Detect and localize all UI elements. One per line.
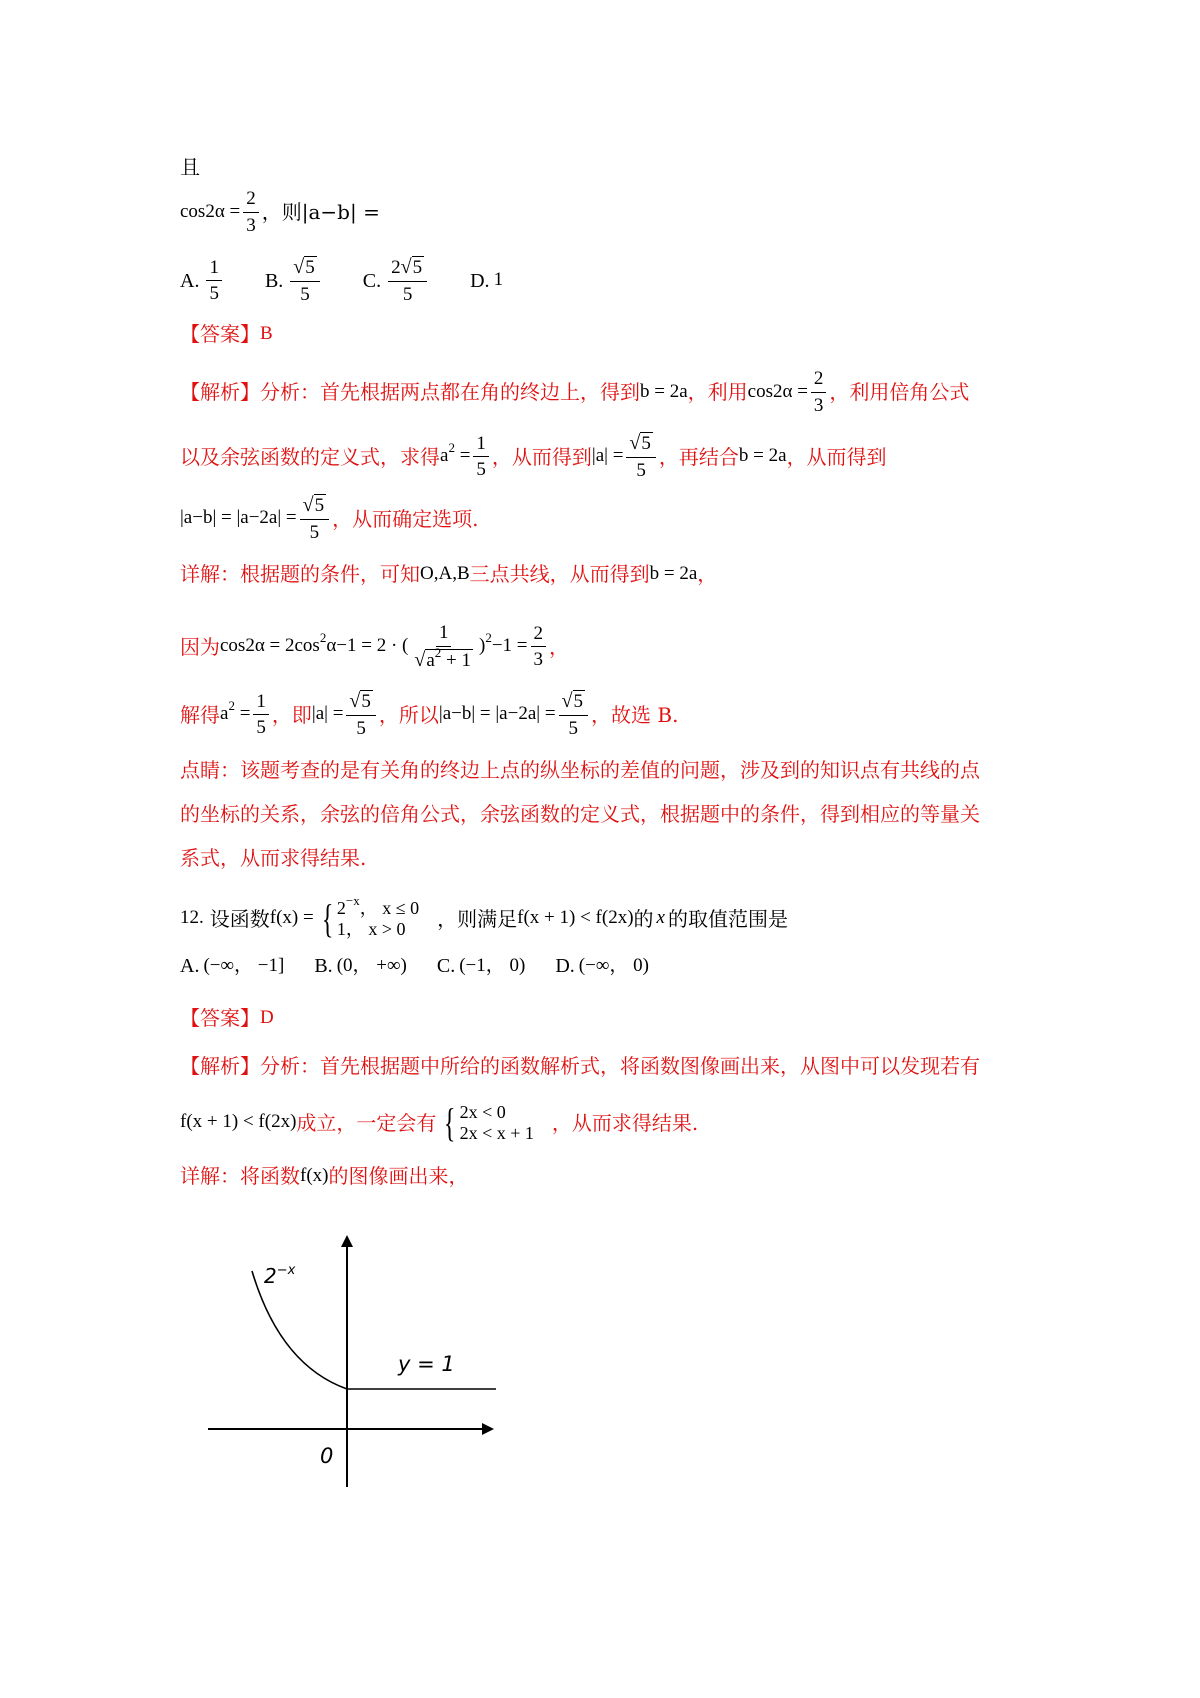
curve-label: $2^{-x}$: [264, 1263, 296, 1288]
analysis11-solve: 解得 $a^2$ = $\frac{1}{5}$ ，即 |a| = √ 5 5 ，所以 |a−b| = |a−2a| = √ 5 5 ，故选 B.: [180, 690, 679, 739]
line-label: y = 1: [398, 1352, 455, 1376]
answer-value: D: [260, 1006, 274, 1028]
q12-answer: [180, 1006, 1050, 1030]
origin-label: 0: [320, 1444, 334, 1468]
q11-option-a: A. $\frac{1}{5}$: [180, 257, 225, 306]
q11-options: [180, 256, 1050, 306]
answer-value: B: [260, 322, 273, 344]
analysis12-line-1: 【解析】 分析：首先根据题中所给的函数解析式，将函数图像画出来，从图中可以发现若有: [180, 1054, 980, 1078]
analysis12-detail: 详解：将函数 f(x) 的图像画出来，: [180, 1164, 469, 1188]
sqrt-symbol: √ 5: [349, 690, 371, 712]
q11-option-c: C. 2 √ 5 5: [363, 256, 430, 306]
comment-line-3: 系式，从而求得结果.: [180, 846, 367, 870]
fraction-one-fifth: $\frac{1}{5}$: [253, 691, 269, 740]
cos2a-expression: cos2α =: [180, 200, 241, 222]
analysis-label: 【解析】: [180, 380, 260, 405]
analysis11-line-3: |a−b| = |a−2a| = √ 5 5 ，从而确定选项.: [180, 494, 479, 543]
fraction-one-fifth: $\frac{1}{5}$: [473, 433, 489, 482]
fraction-two-thirds: $\frac{2}{3}$: [811, 368, 827, 417]
q12-option-c: C. (−1， 0): [436, 954, 526, 977]
qie-char: 且: [180, 155, 200, 179]
q12-option-d: D. (−∞， 0): [555, 954, 649, 977]
q12-options: [180, 954, 1050, 978]
cos2a-condition-line: [180, 188, 1050, 237]
q12-option-b: B. (0， +∞): [314, 954, 407, 977]
fraction-two-thirds: $\frac{2}{3}$: [531, 623, 547, 672]
qie-line: [180, 155, 1050, 179]
sqrt-symbol: √ 5: [561, 690, 584, 712]
sqrt-symbol: √ 5: [293, 256, 315, 278]
question-number: 12.: [180, 907, 204, 929]
fraction-sqrt5-over-5: √ 5 5: [300, 494, 329, 544]
q11-answer: [180, 322, 1050, 346]
function-graph: [200, 1225, 520, 1500]
fraction-sqrt5-over-5: √ 5 5: [346, 690, 375, 740]
analysis-label: 【解析】: [180, 1054, 260, 1078]
answer-label: 【答案】: [180, 322, 260, 346]
comment-line-1: 点睛：该题考查的是有关角的终边上点的纵坐标的差值的问题，涉及到的知识点有共线的点: [180, 758, 980, 782]
analysis11-line-1: 【解析】 分析：首先根据两点都在角的终边上，得到 b = 2a ，利用 cos2α = $\frac{2}{3}$ ，利用倍角公式: [180, 368, 970, 416]
sqrt-symbol: √ $a^2 + 1$: [414, 644, 472, 671]
q11-option-d: D. 1: [470, 269, 504, 292]
fraction-one-over-sqrt: 1 √ $a^2 + 1$: [414, 622, 472, 671]
sqrt-symbol: √ 5: [302, 494, 325, 516]
find-abs-diff-text: ，则|a−b| =: [261, 200, 380, 225]
analysis11-line-2: 以及余弦函数的定义式，求得 $a^2$ = $\frac{1}{5}$ ，从而得到 |a| = √ 5 5 ，再结合 b = 2a ，从而得到: [180, 432, 887, 481]
fraction-sqrt5-over-5: √ 5 5: [559, 690, 588, 740]
q11-option-b: B. √ 5 5: [265, 256, 323, 306]
analysis12-line-2: f(x + 1) < f(2x) 成立，一定会有 { 2x < 0 2x < x + 1 ，从而求得结果.: [180, 1099, 699, 1145]
fraction-two-thirds: $\frac{2}{3}$: [243, 188, 259, 237]
exponential-curve: [252, 1271, 347, 1389]
comment-line-2: 的坐标的关系，余弦的倍角公式，余弦函数的定义式，根据题中的条件，得到相应的等量关: [180, 802, 980, 826]
inequality-system: { 2x < 0 2x < x + 1: [444, 1099, 534, 1145]
piecewise-definition: { $2^{-x}$， x ≤ 0 1， x > 0: [321, 893, 420, 941]
analysis11-detail: 详解：根据题的条件，可知 O,A,B 三点共线，从而得到 b = 2a ，: [180, 562, 718, 586]
sqrt-symbol: √ 5: [400, 256, 423, 278]
q12-stem: 12. 设函数 f(x) = { $2^{-x}$， x ≤ 0 1， x > 0 ，则满足 f(x + 1) < f(2x) 的 x 的取值范围是: [180, 893, 788, 941]
fraction-sqrt5-over-5: √ 5 5: [626, 432, 655, 482]
q12-option-a: A. (−∞， −1]: [180, 954, 285, 977]
answer-label: 【答案】: [180, 1006, 260, 1030]
sqrt-symbol: √ 5: [629, 432, 651, 454]
analysis11-because: 因为 $\cos 2\alpha = 2\cos^2\alpha-1 = 2$ · ( 1 √ $a^2 + 1$ )$^2$−1 = $\frac{2}{3}$ ，: [180, 622, 570, 671]
